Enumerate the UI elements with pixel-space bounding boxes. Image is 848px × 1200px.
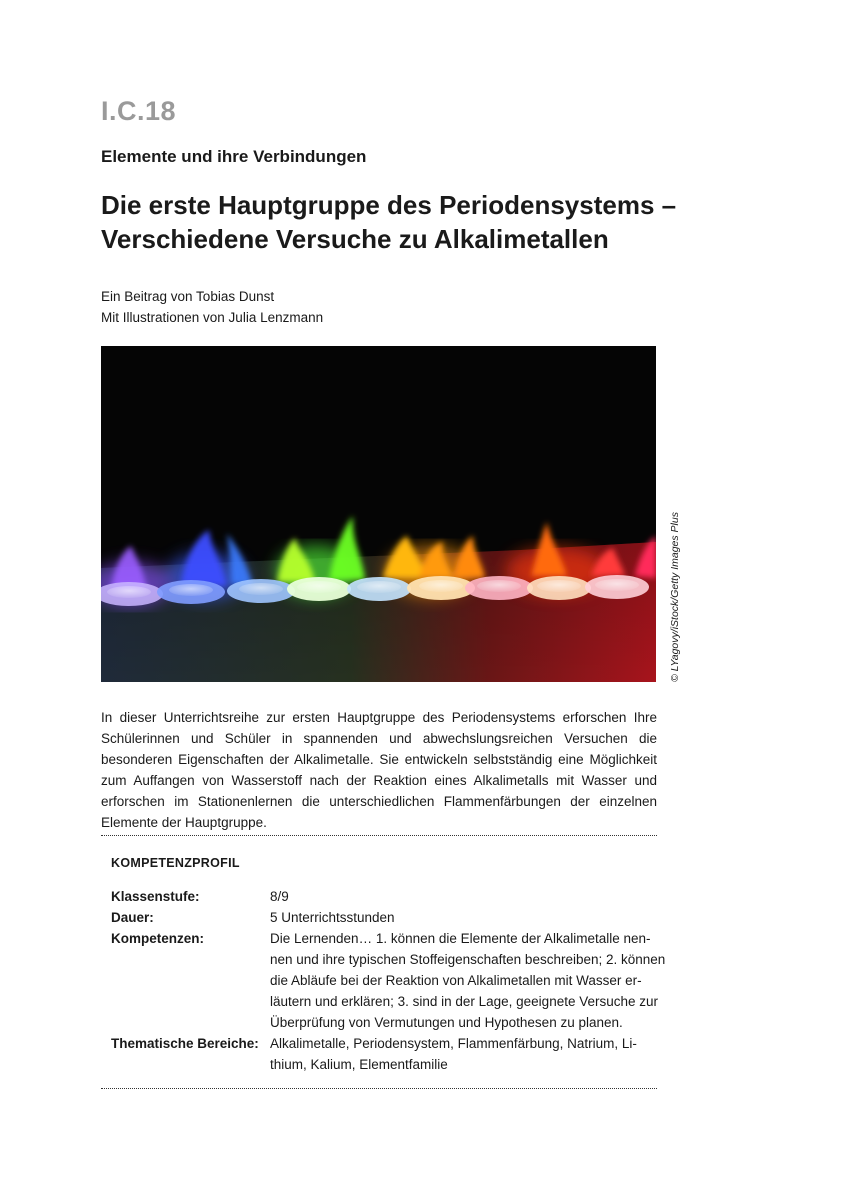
kompetenzen-line: Überprüfung von Vermutungen und Hypothesen zu planen. [270,1015,623,1030]
profile-heading: KOMPETENZPROFIL [111,856,240,870]
bereiche-line: thium, Kalium, Elementfamilie [270,1057,448,1072]
dotted-divider-bottom [101,1088,657,1089]
label-bereiche: Thematische Bereiche: [111,1036,259,1051]
bereiche-line: Alkalimetalle, Periodensystem, Flammenfärbung, Natrium, Li- [270,1036,637,1051]
title-line-2: Verschiedene Versuche zu Alkalimetallen [101,224,609,254]
intro-paragraph: In dieser Unterrichtsreihe zur ersten Hauptgruppe des Periodensystems erforschen Ihre Schülerinnen und Schüler in spannenden und abwechslungsreichen Versuchen die besonderen Eigenschaften der Alkalimetalle. Sie entwickeln selbstständig eine Möglichkeit zum Auffangen von Wasserstoff nach der Reaktion eines Alkalimetalls mit Wasser und erforschen im Stationenlernen die unterschiedlichen Flammenfärbungen der einzelnen Elemente der Hauptgruppe. [101,710,657,830]
author-line: Ein Beitrag von Tobias Dunst [101,289,275,304]
illustrator-line: Mit Illustrationen von Julia Lenzmann [101,310,324,325]
value-kompetenzen [270,928,666,1033]
kompetenzen-line: die Abläufe bei der Reaktion von Alkalimetallen mit Wasser er- [270,973,642,988]
label-klassenstufe: Klassenstufe: [111,889,200,904]
image-credit: © LYagovy/iStock/Getty Images Plus [669,512,681,682]
author-block [101,286,323,328]
value-bereiche [270,1033,646,1075]
dotted-divider-top [101,835,657,836]
page-title [101,188,701,256]
label-kompetenzen: Kompetenzen: [111,931,205,946]
kompetenzen-line: Die Lernenden… 1. können die Elemente der Alkalimetalle nen- [270,931,651,946]
kompetenzen-line: läutern und erklären; 3. sind in der Lage, geeignete Versuche zur [270,994,659,1009]
label-dauer: Dauer: [111,910,154,925]
value-klassenstufe: 8/9 [270,889,289,904]
value-dauer: 5 Unterrichtsstunden [270,910,395,925]
flame-test-photo [101,346,656,682]
title-line-1: Die erste Hauptgruppe des Periodensystems – [101,190,677,220]
subject-heading: Elemente und ihre Verbindungen [101,147,367,166]
kompetenzen-line: nen und ihre typischen Stoffeigenschaften beschreiben; 2. können [270,952,666,967]
unit-code: I.C.18 [101,96,177,126]
